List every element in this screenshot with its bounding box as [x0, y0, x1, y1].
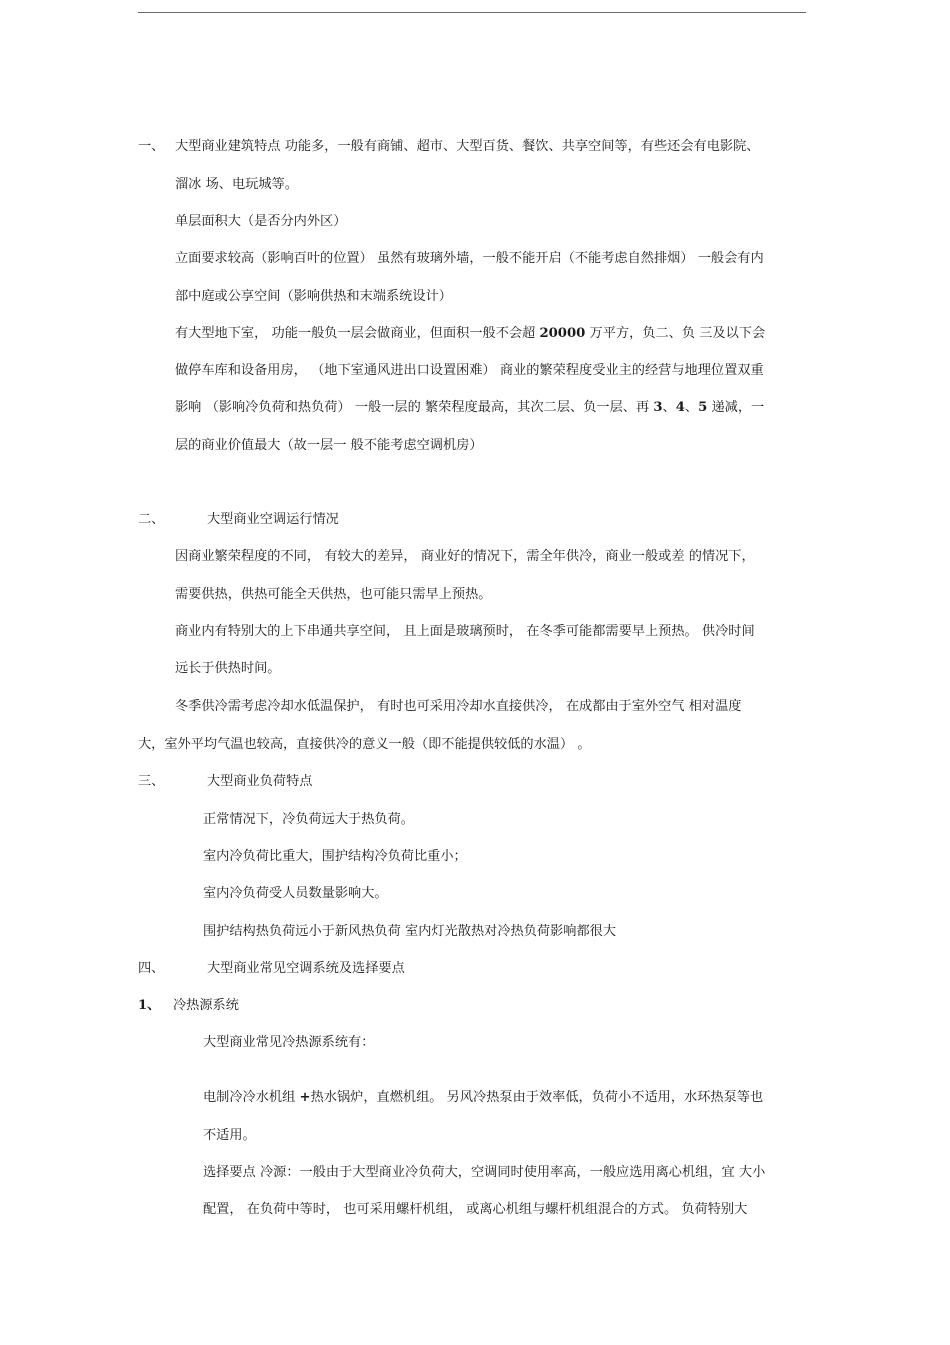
- paragraph-line: 大型商业常见冷热源系统有：: [203, 1035, 375, 1050]
- paragraph-line: 单层面积大（是否分内外区）: [175, 214, 347, 229]
- text-run: 热水锅炉，直燃机组。 另风冷热泵由于效率低，负荷小不适用，水环热泵等也: [310, 1090, 764, 1105]
- text-run: 万平方，负二、负 三及以下会: [585, 326, 766, 341]
- paragraph-line: 商业内有特别大的上下串通共享空间， 且上面是玻璃预时， 在冬季可能都需要早上预热。 供冷时间: [175, 624, 755, 639]
- paragraph-line: 层的商业价值最大（故一层一 般不能考虑空调机房）: [175, 438, 483, 453]
- paragraph-line: [175, 398, 764, 418]
- section-3-title: 大型商业负荷特点: [207, 774, 313, 789]
- text-run: 有大型地下室， 功能一般负一层会做商业，但面积一般不会超: [175, 326, 540, 341]
- section-2-title: 大型商业空调运行情况: [207, 512, 339, 527]
- subsection-1-number: 1、: [138, 998, 161, 1013]
- plus-sign: +: [299, 1090, 311, 1105]
- subsection-1-title: 冷热源系统: [173, 998, 239, 1013]
- section-3-number: 三、: [138, 774, 165, 789]
- paragraph-line: [203, 1088, 763, 1108]
- paragraph-line: 立面要求较高（影响百叶的位置） 虽然有玻璃外墙，一般不能开启（不能考虑自然排烟） 一般会有内: [175, 251, 764, 266]
- paragraph-line: 围护结构热负荷远小于新风热负荷 室内灯光散热对冷热负荷影响都很大: [203, 924, 617, 939]
- paragraph-line: 溜冰 场、电玩城等。: [175, 177, 298, 192]
- paragraph-line: 选择要点 冷源：一般由于大型商业冷负荷大，空调同时使用率高，一般应选用离心机组，宜 大小: [203, 1165, 766, 1180]
- section-4-number: 四、: [138, 961, 165, 976]
- paragraph-line: 正常情况下，冷负荷远大于热负荷。: [203, 812, 414, 827]
- paragraph-line: [175, 324, 765, 344]
- number-value: 3: [653, 400, 663, 415]
- section-2-number: 二、: [138, 512, 165, 527]
- paragraph-line: 大型商业建筑特点 功能多，一般有商铺、超市、大型百货、餐饮、共享空间等，有些还会有电影院、: [175, 139, 760, 154]
- paragraph-line: 部中庭或公享空间（影响供热和末端系统设计）: [175, 289, 452, 304]
- section-1-number: 一、: [138, 139, 165, 154]
- paragraph-line: 做停车库和设备用房， （地下室通风进出口设置困难） 商业的繁荣程度受业主的经营与地理位置双重: [175, 363, 764, 378]
- paragraph-line: 需要供热，供热可能全天供热，也可能只需早上预热。: [175, 587, 492, 602]
- paragraph-line: 室内冷负荷受人员数量影响大。: [203, 886, 388, 901]
- paragraph-line: 室内冷负荷比重大，围护结构冷负荷比重小；: [203, 849, 467, 864]
- text-run: 、: [662, 400, 676, 415]
- paragraph-line: 大，室外平均气温也较高，直接供冷的意义一般（即不能提供较低的水温） 。: [138, 737, 591, 752]
- paragraph-line: 配置， 在负荷中等时， 也可采用螺杆机组， 或离心机组与螺杆机组混合的方式。 负荷特别大: [203, 1202, 748, 1217]
- number-value: 20000: [539, 326, 586, 341]
- header-rule: [138, 12, 806, 13]
- paragraph-line: 因商业繁荣程度的不同， 有较大的差异， 商业好的情况下，需全年供冷，商业一般或差 的情况下，: [175, 549, 755, 564]
- text-run: 电制冷冷水机组: [203, 1090, 300, 1105]
- text-run: 影响 （影响冷负荷和热负荷） 一般一层的 繁荣程度最高，其次二层、负一层、再: [175, 400, 654, 415]
- paragraph-line: 不适用。: [203, 1128, 256, 1143]
- paragraph-line: 远长于供热时间。: [175, 661, 281, 676]
- section-4-title: 大型商业常见空调系统及选择要点: [207, 961, 405, 976]
- text-run: 、: [684, 400, 699, 415]
- number-value: 4: [675, 400, 685, 415]
- number-value: 5: [698, 400, 708, 415]
- paragraph-line: 冬季供冷需考虑冷却水低温保护， 有时也可采用冷却水直接供冷， 在成都由于室外空气 相对温度: [175, 699, 742, 714]
- text-run: 递减，一: [707, 400, 765, 415]
